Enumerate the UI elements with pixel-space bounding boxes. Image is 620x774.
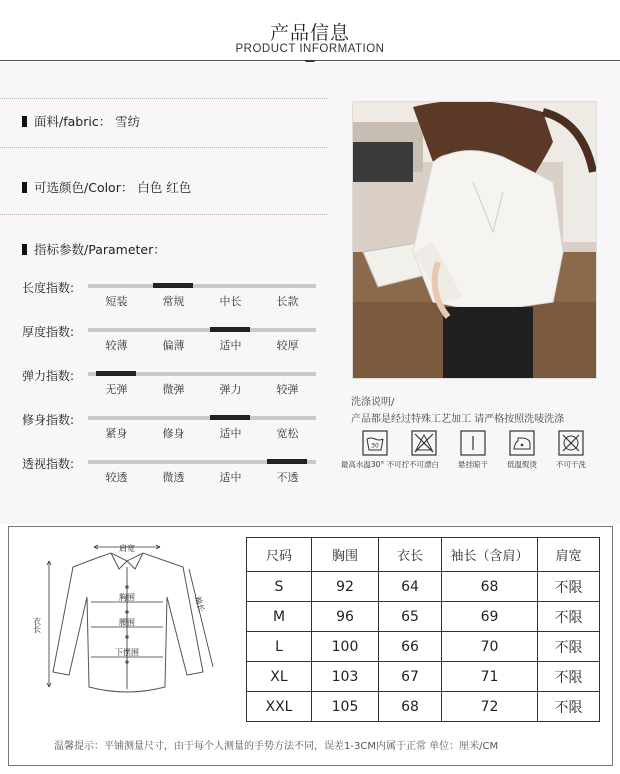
no-dry-clean-icon bbox=[558, 430, 584, 456]
table-cell: 72 bbox=[442, 692, 538, 722]
table-cell: 68 bbox=[442, 572, 538, 602]
table-cell: 不限 bbox=[538, 662, 600, 692]
parameter-text: 指标参数/Parameter： bbox=[34, 242, 166, 257]
no-bleach-icon bbox=[411, 430, 437, 456]
table-row bbox=[247, 572, 600, 602]
parameter-options bbox=[88, 293, 316, 309]
wash-item bbox=[340, 430, 410, 470]
size-chart bbox=[8, 526, 613, 766]
parameter-label: 厚度指数: bbox=[22, 325, 75, 339]
table-row bbox=[247, 692, 600, 722]
table-row bbox=[247, 602, 600, 632]
bullet-marker bbox=[22, 116, 27, 127]
sleeve-label: 袖长 bbox=[193, 595, 206, 613]
parameter-option: 微透 bbox=[162, 471, 185, 484]
parameter-options bbox=[88, 337, 316, 353]
parameter-option: 短装 bbox=[105, 295, 128, 308]
fabric-text: 面料/fabric： 雪纺 bbox=[34, 114, 141, 129]
wash-item bbox=[400, 430, 448, 470]
parameter-option: 宽松 bbox=[276, 427, 299, 440]
parameter-option: 适中 bbox=[219, 427, 242, 440]
parameter-scale-track bbox=[88, 372, 316, 376]
parameter-option: 不透 bbox=[276, 471, 299, 484]
wash-description: 产品都是经过特殊工艺加工 请严格按照洗唛洗涤 bbox=[351, 414, 565, 425]
chest-label: 胸围 bbox=[119, 593, 135, 602]
wash-label: 最高水温30° 不可拧 bbox=[340, 460, 410, 469]
table-cell: 69 bbox=[442, 602, 538, 632]
table-cell: S bbox=[247, 572, 312, 602]
wash-label: 不可干洗 bbox=[556, 460, 586, 469]
col-header: 袖长（含肩） bbox=[442, 538, 538, 572]
model-photo-image bbox=[353, 102, 597, 379]
color-text: 可选颜色/Color： 白色 红色 bbox=[34, 180, 192, 195]
parameter-scale-track bbox=[88, 460, 316, 464]
divider bbox=[0, 98, 327, 99]
parameter-option: 长款 bbox=[276, 295, 299, 308]
col-header: 衣长 bbox=[379, 538, 442, 572]
table-cell: 64 bbox=[379, 572, 442, 602]
parameter-options bbox=[88, 381, 316, 397]
wash-icons bbox=[340, 430, 595, 470]
parameter-option: 常规 bbox=[162, 295, 185, 308]
table-cell: 68 bbox=[379, 692, 442, 722]
parameter-label: 长度指数: bbox=[22, 281, 75, 295]
low-iron-icon bbox=[509, 430, 535, 456]
table-cell: XL bbox=[247, 662, 312, 692]
wash-label: 悬挂晾干 bbox=[458, 460, 488, 469]
section-header bbox=[0, 0, 620, 62]
section-title: 产品信息 bbox=[269, 22, 350, 44]
parameter-scale-indicator bbox=[267, 459, 307, 464]
table-cell: 不限 bbox=[538, 602, 600, 632]
parameter-option: 适中 bbox=[219, 339, 242, 352]
product-photo bbox=[352, 101, 597, 379]
size-footnote: 温馨提示：平铺测量尺寸，由于每个人测量的手势方法不同，误差1-3CM内属于正常 单位：厘米/CM bbox=[54, 741, 499, 752]
table-cell: 66 bbox=[379, 632, 442, 662]
parameter-option: 适中 bbox=[219, 471, 242, 484]
length-label: 衣长 bbox=[32, 617, 42, 633]
col-header: 胸围 bbox=[312, 538, 379, 572]
parameter-option: 中长 bbox=[219, 295, 242, 308]
parameter-scale-indicator bbox=[96, 371, 136, 376]
parameter-label: 弹力指数: bbox=[22, 369, 75, 383]
color-row bbox=[22, 178, 191, 196]
wash-label: 低温熨烫 bbox=[507, 460, 537, 469]
parameter-scale-indicator bbox=[153, 283, 193, 288]
wash-title: 洗涤说明/ bbox=[351, 397, 395, 408]
table-cell: 65 bbox=[379, 602, 442, 632]
parameter-options bbox=[88, 425, 316, 441]
bullet-marker bbox=[22, 244, 27, 255]
shirt-diagram bbox=[19, 537, 239, 697]
parameter-scale-indicator bbox=[210, 415, 250, 420]
parameter-option: 较弹 bbox=[276, 383, 299, 396]
wash-30-icon bbox=[362, 430, 388, 456]
col-header: 尺码 bbox=[247, 538, 312, 572]
wash-temp-text: 30 bbox=[371, 442, 379, 450]
divider bbox=[0, 214, 327, 215]
wash-label: 不可漂白 bbox=[409, 460, 439, 469]
parameter-label: 透视指数: bbox=[22, 457, 75, 471]
bullet-marker bbox=[22, 182, 27, 193]
table-row bbox=[247, 632, 600, 662]
table-cell: 不限 bbox=[538, 692, 600, 722]
hem-label: 下摆围 bbox=[115, 648, 139, 657]
parameter-option: 紧身 bbox=[105, 427, 128, 440]
parameter-option: 较透 bbox=[105, 471, 128, 484]
waist-label: 腰围 bbox=[119, 618, 135, 627]
table-cell: XXL bbox=[247, 692, 312, 722]
table-cell: 103 bbox=[312, 662, 379, 692]
parameter-option: 弹力 bbox=[219, 383, 242, 396]
parameter-option: 偏薄 bbox=[162, 339, 185, 352]
parameter-label: 修身指数: bbox=[22, 413, 75, 427]
table-cell: 不限 bbox=[538, 632, 600, 662]
parameter-scale-indicator bbox=[210, 327, 250, 332]
parameter-scale-track bbox=[88, 284, 316, 288]
table-cell: L bbox=[247, 632, 312, 662]
table-cell: 67 bbox=[379, 662, 442, 692]
shoulder-label: 肩宽 bbox=[119, 544, 135, 553]
parameter-option: 较厚 bbox=[276, 339, 299, 352]
table-cell: M bbox=[247, 602, 312, 632]
fabric-row bbox=[22, 112, 140, 130]
parameter-option: 较薄 bbox=[105, 339, 128, 352]
wash-item bbox=[498, 430, 546, 470]
parameter-scale-track bbox=[88, 416, 316, 420]
parameter-options bbox=[88, 469, 316, 485]
divider bbox=[0, 147, 327, 148]
parameter-option: 无弹 bbox=[105, 383, 128, 396]
table-cell: 105 bbox=[312, 692, 379, 722]
hang-dry-icon bbox=[460, 430, 486, 456]
parameter-option: 微弹 bbox=[162, 383, 185, 396]
wash-item bbox=[449, 430, 497, 470]
table-cell: 70 bbox=[442, 632, 538, 662]
table-header-row bbox=[247, 538, 600, 572]
table-row bbox=[247, 662, 600, 692]
section-subtitle: PRODUCT INFORMATION bbox=[235, 43, 385, 55]
table-cell: 不限 bbox=[538, 572, 600, 602]
table-cell: 71 bbox=[442, 662, 538, 692]
wash-item bbox=[547, 430, 595, 470]
table-cell: 96 bbox=[312, 602, 379, 632]
parameter-row bbox=[22, 240, 166, 258]
parameter-scale-track bbox=[88, 328, 316, 332]
col-header: 肩宽 bbox=[538, 538, 600, 572]
table-cell: 100 bbox=[312, 632, 379, 662]
table-cell: 92 bbox=[312, 572, 379, 602]
size-table bbox=[246, 537, 600, 722]
parameter-option: 修身 bbox=[162, 427, 185, 440]
